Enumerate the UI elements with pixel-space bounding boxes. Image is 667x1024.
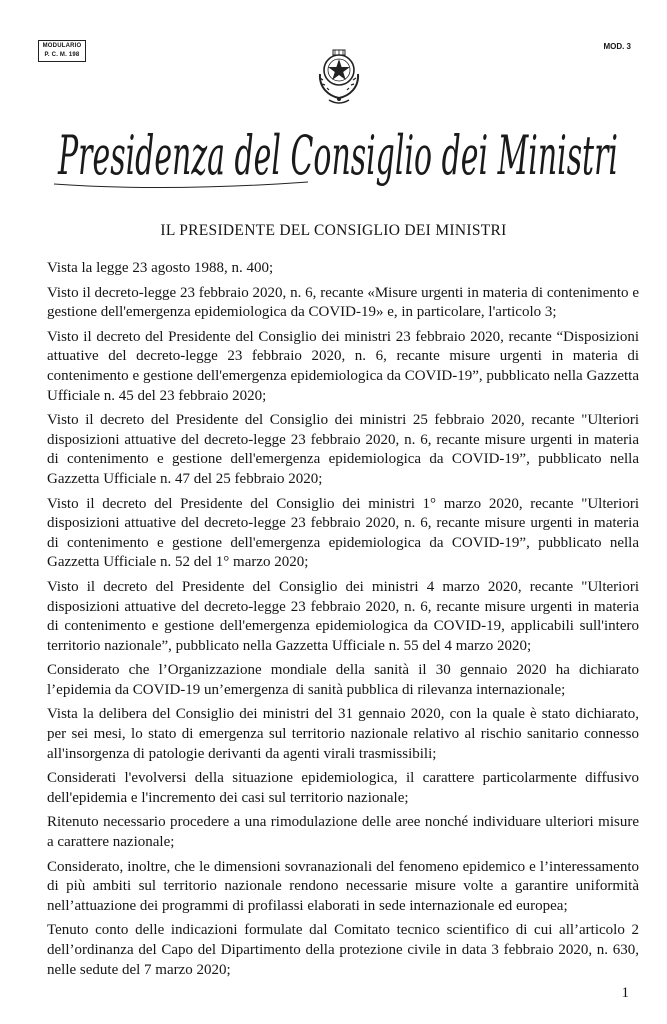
paragraph: Vista la legge 23 agosto 1988, n. 400;	[47, 260, 274, 276]
form-code-line2: P. C. M. 198	[44, 52, 80, 58]
paragraph: Considerato, inoltre, che le dimensioni sovranazionali del fenomeno epidemico e l’interessamento di più ambiti sul territorio nazionale rendono necessarie misure volte a garantire uniformità nell’attuazione dei programmi di profilassi elaborati in sede internazionale ed europea;	[47, 858, 639, 914]
paragraph: Considerati l'evolversi della situazione epidemiologica, il carattere particolarmente diffusivo dell'epidemia e l'incremento dei casi sul territorio nazionale;	[47, 770, 639, 806]
office-title: Presidenza del Consiglio dei Ministri	[57, 124, 619, 187]
paragraph: Ritenuto necessario procedere a una rimodulazione delle aree nonché individuare ulteriori misure a carattere nazionale;	[47, 814, 639, 851]
paragraph: Considerato che l’Organizzazione mondiale della sanità il 30 gennaio 2020 ha dichiarato l’epidemia da COVID-19 un’emergenza di sanità pubblica di rilevanza internazionale;	[47, 662, 639, 698]
paragraph: Visto il decreto del Presidente del Consiglio dei ministri 25 febbraio 2020, recante "Ulteriori disposizioni attuative del decreto-legge 23 febbraio 2020, n. 6, recante misure urgenti in materia di contenimento e gestione dell'emergenza epidemiologica da COVID-19”, pubblicato nella Gazzetta Ufficiale n. 47 del 25 febbraio 2020;	[47, 412, 639, 487]
paragraph: Visto il decreto del Presidente del Consiglio dei ministri 1° marzo 2020, recante "Ulteriori disposizioni attuative del decreto-legge 23 febbraio 2020, n. 6, recante misure urgenti in materia di contenimento e gestione dell'emergenza epidemiologica da COVID-19”, pubblicato nella Gazzetta Ufficiale n. 52 del 1° marzo 2020;	[47, 495, 639, 571]
paragraph: Visto il decreto-legge 23 febbraio 2020, n. 6, recante «Misure urgenti in materia di contenimento e gestione dell'emergenza epidemiologica da COVID-19» e, in particolare, l'articolo 3;	[47, 284, 639, 321]
paragraph: Vista la delibera del Consiglio dei ministri del 31 gennaio 2020, con la quale è stato dichiarato, per sei mesi, lo stato di emergenza sul territorio nazionale relativo al rischio sanitario connesso all'insorgenza di patologie derivanti da agenti virali trasmissibili;	[47, 706, 639, 762]
office-title-script	[48, 118, 628, 198]
document-body	[47, 259, 639, 985]
italian-emblem-icon	[311, 44, 367, 108]
document-heading: IL PRESIDENTE DEL CONSIGLIO DEI MINISTRI	[160, 222, 507, 239]
paragraph: Visto il decreto del Presidente del Consiglio dei ministri 23 febbraio 2020, recante “Disposizioni attuative del decreto-legge 23 febbraio 2020, n. 6, recante misure urgenti in materia di contenimento e gestione dell'emergenza epidemiologica da COVID-19”, pubblicato nella Gazzetta Ufficiale n. 45 del 23 febbraio 2020;	[47, 328, 639, 404]
paragraph: Tenuto conto delle indicazioni formulate dal Comitato tecnico scientifico di cui all’articolo 2 dell’ordinanza del Capo del Dipartimento della protezione civile in data 3 febbraio 2020, n. 630, nelle sedute del 7 marzo 2020;	[47, 922, 639, 978]
form-code-box	[38, 40, 86, 62]
mod-label: MOD. 3	[603, 42, 631, 51]
paragraph: Visto il decreto del Presidente del Consiglio dei ministri 4 marzo 2020, recante "Ulteriori disposizioni attuative del decreto-legge 23 febbraio 2020, n. 6, recante misure urgenti in materia di contenimento e gestione dell'emergenza epidemiologica da COVID-19, applicabili sull'intero territorio nazionale”, pubblicato nella Gazzetta Ufficiale n. 55 del 4 marzo 2020;	[47, 578, 639, 654]
form-code-line1: MODULARIO	[42, 43, 82, 49]
page-number: 1	[621, 985, 629, 1001]
